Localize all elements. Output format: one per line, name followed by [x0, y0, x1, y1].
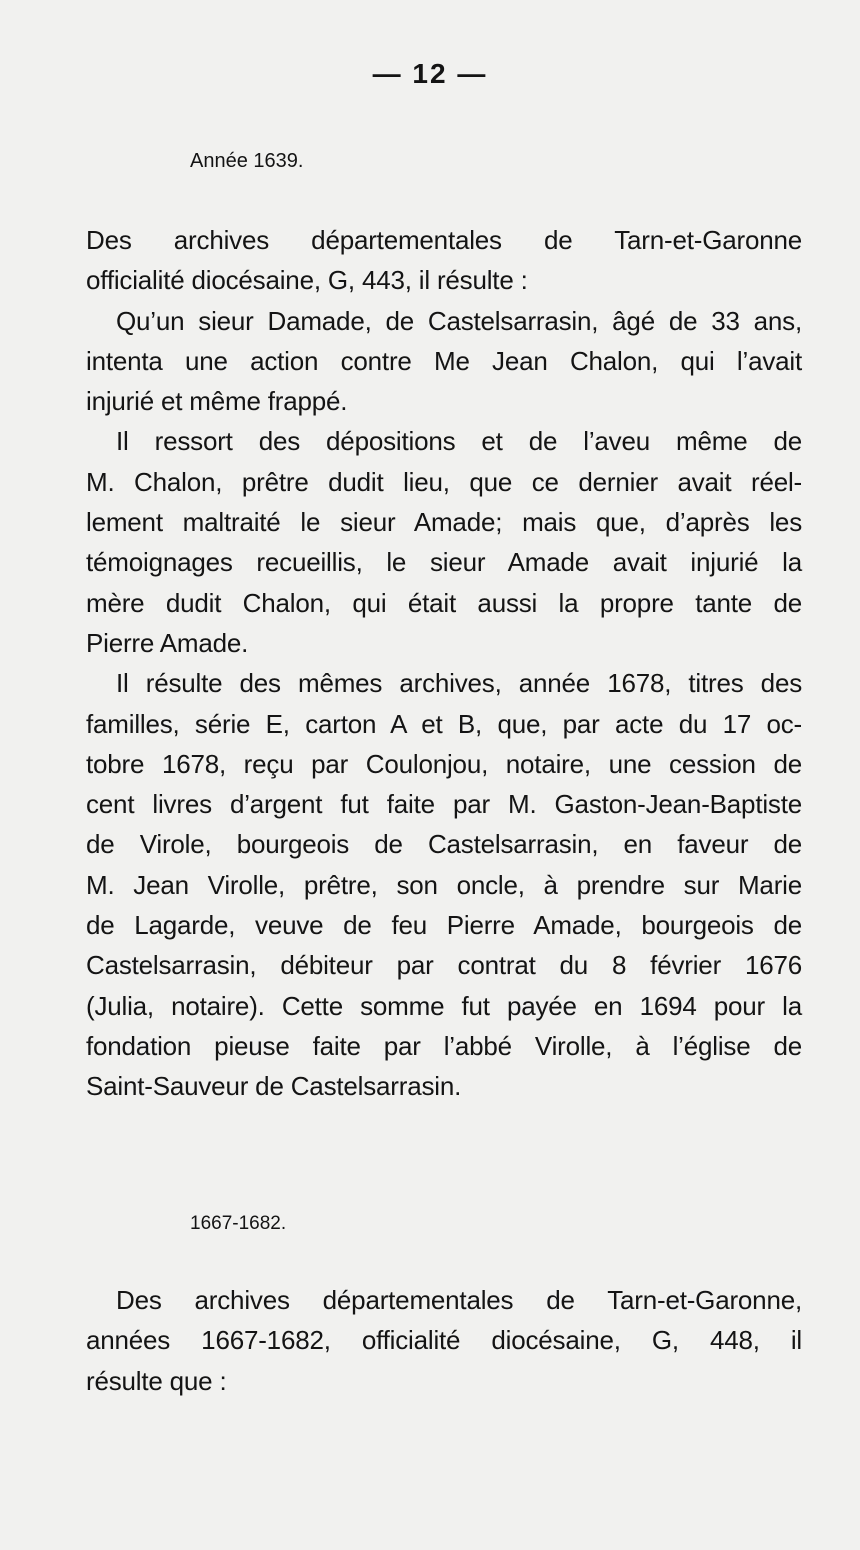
- text-line: (Julia, notaire). Cette somme fut payée en 1694 pour la: [86, 990, 802, 1021]
- text-line: Castelsarrasin, débiteur par contrat du 8 février 1676: [86, 950, 802, 981]
- section-heading-1667-1682: 1667-1682.: [190, 1213, 287, 1234]
- text-line: tobre 1678, reçu par Coulonjou, notaire, une cession de: [86, 748, 802, 779]
- text-line: intenta une action contre Me Jean Chalon, qui l’avait: [86, 345, 802, 376]
- text-line: injurié et même frappé.: [86, 386, 348, 417]
- text-line: témoignages recueillis, le sieur Amade avait injurié la: [86, 547, 802, 578]
- text-line: résulte que :: [86, 1365, 227, 1396]
- text-line: lement maltraité le sieur Amade; mais que, d’après les: [86, 507, 802, 538]
- section-body-1667-1682: [86, 1280, 802, 1401]
- text-line: M. Jean Virolle, prêtre, son oncle, à prendre sur Marie: [86, 869, 802, 900]
- text-line: Pierre Amade.: [86, 627, 249, 658]
- text-line: Saint-Sauveur de Castelsarrasin.: [86, 1071, 462, 1102]
- section-heading-1639: Année 1639.: [190, 150, 304, 172]
- text-line: de Lagarde, veuve de feu Pierre Amade, bourgeois de: [86, 910, 802, 941]
- text-line: Qu’un sieur Damade, de Castelsarrasin, âgé de 33 ans,: [116, 305, 802, 336]
- text-line: Il résulte des mêmes archives, année 1678, titres des: [116, 668, 802, 699]
- page-number: — 12 —: [372, 58, 488, 89]
- text-line: M. Chalon, prêtre dudit lieu, que ce dernier avait réel-: [86, 466, 802, 497]
- text-line: années 1667-1682, officialité diocésaine, G, 448, il: [86, 1325, 802, 1356]
- text-line: Il ressort des dépositions et de l’aveu même de: [116, 426, 802, 457]
- text-line: Des archives départementales de Tarn-et-Garonne,: [116, 1285, 802, 1315]
- text-line: de Virole, bourgeois de Castelsarrasin, en faveur de: [86, 829, 802, 860]
- text-line: Des archives départementales de Tarn-et-Garonne: [86, 225, 802, 255]
- text-line: mère dudit Chalon, qui était aussi la propre tante de: [86, 587, 802, 618]
- text-line: familles, série E, carton A et B, que, par acte du 17 oc-: [86, 708, 802, 739]
- text-line: cent livres d’argent fut faite par M. Gaston-Jean-Baptiste: [86, 789, 802, 820]
- text-line: officialité diocésaine, G, 443, il résulte :: [86, 265, 528, 296]
- text-line: fondation pieuse faite par l’abbé Virolle, à l’église de: [86, 1030, 802, 1061]
- section-body-1639: [86, 220, 802, 1107]
